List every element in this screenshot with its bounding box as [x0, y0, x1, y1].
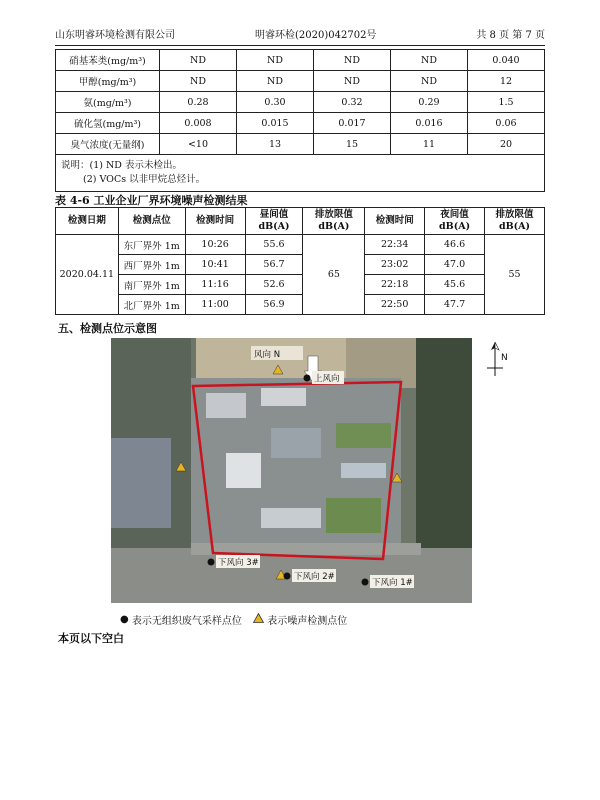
upwind-label: 上风向	[314, 374, 340, 384]
night-value: 46.6	[425, 235, 485, 255]
column-header: 排放限值 dB(A)	[303, 208, 365, 235]
table-row	[56, 275, 545, 295]
cell-value: 0.29	[391, 92, 468, 113]
report-number: 明睿环检(2020)042702号	[255, 30, 377, 41]
site-map	[111, 338, 472, 603]
day-value: 56.9	[245, 295, 303, 315]
day-value: 56.7	[245, 255, 303, 275]
test-date: 2020.04.11	[56, 235, 119, 315]
section-title: 五、检测点位示意图	[58, 322, 157, 335]
blank-page-note: 本页以下空白	[58, 632, 124, 645]
company-name: 山东明睿环境检测有限公司	[55, 30, 175, 41]
cell-value: ND	[237, 71, 314, 92]
noise-results-table	[55, 207, 545, 315]
cell-value: 0.015	[237, 113, 314, 134]
night-value: 45.6	[425, 275, 485, 295]
gas-point-1	[362, 579, 369, 586]
table-notes	[56, 155, 545, 192]
cell-value: 12	[468, 71, 545, 92]
noise-table-title: 表 4-6 工业企业厂界环境噪声检测结果	[55, 194, 248, 207]
column-header: 检测时间	[185, 208, 245, 235]
cell-value: 0.28	[160, 92, 237, 113]
table-row	[56, 255, 545, 275]
cell-value: ND	[314, 71, 391, 92]
day-value: 55.6	[245, 235, 303, 255]
day-time: 10:26	[185, 235, 245, 255]
night-time: 22:18	[365, 275, 425, 295]
row-label: 甲醇(mg/m³)	[56, 71, 160, 92]
site-map-image	[111, 338, 472, 603]
cell-value: ND	[237, 50, 314, 71]
day-time: 11:00	[185, 295, 245, 315]
test-point: 北厂界外 1m	[118, 295, 185, 315]
day-limit: 65	[303, 235, 365, 315]
cell-value: <10	[160, 134, 237, 155]
cell-value: ND	[314, 50, 391, 71]
column-header: 检测日期	[56, 208, 119, 235]
wind-label: 风向 N	[254, 350, 281, 360]
night-time: 22:50	[365, 295, 425, 315]
cell-value: 1.5	[468, 92, 545, 113]
cell-value: 13	[237, 134, 314, 155]
cell-value: ND	[391, 50, 468, 71]
column-header: 夜间值 dB(A)	[425, 208, 485, 235]
column-header: 检测时间	[365, 208, 425, 235]
table-row	[56, 235, 545, 255]
test-point: 西厂界外 1m	[118, 255, 185, 275]
gas-point-3	[208, 559, 215, 566]
downwind-2-label: 下风向 2#	[294, 572, 335, 582]
north-label: N	[501, 353, 508, 363]
table-row	[56, 50, 545, 71]
night-value: 47.7	[425, 295, 485, 315]
row-label: 氨(mg/m³)	[56, 92, 160, 113]
gas-legend-label: 表示无组织废气采样点位	[131, 616, 242, 627]
table-row	[56, 92, 545, 113]
night-value: 47.0	[425, 255, 485, 275]
night-time: 22:34	[365, 235, 425, 255]
day-time: 10:41	[185, 255, 245, 275]
note-2: (2) VOCs 以非甲烷总烃计。	[83, 174, 206, 185]
page-number: 共 8 页 第 7 页	[476, 30, 545, 41]
column-header: 排放限值 dB(A)	[485, 208, 545, 235]
night-time: 23:02	[365, 255, 425, 275]
day-value: 52.6	[245, 275, 303, 295]
noise-legend-icon	[253, 615, 264, 626]
cell-value: 20	[468, 134, 545, 155]
night-limit: 55	[485, 235, 545, 315]
cell-value: 0.32	[314, 92, 391, 113]
table-row	[56, 134, 545, 155]
cell-value: 0.017	[314, 113, 391, 134]
row-label: 臭气浓度(无量纲)	[56, 134, 160, 155]
cell-value: 0.06	[468, 113, 545, 134]
test-point: 东厂界外 1m	[118, 235, 185, 255]
column-header: 检测点位	[118, 208, 185, 235]
cell-value: ND	[160, 50, 237, 71]
page-header	[55, 26, 545, 42]
cell-value: ND	[160, 71, 237, 92]
north-arrow	[485, 340, 525, 380]
cell-value: 15	[314, 134, 391, 155]
cell-value: 0.008	[160, 113, 237, 134]
cell-value: 11	[391, 134, 468, 155]
day-time: 11:16	[185, 275, 245, 295]
cell-value: 0.040	[468, 50, 545, 71]
cell-value: 0.016	[391, 113, 468, 134]
test-point: 南厂界外 1m	[118, 275, 185, 295]
gas-legend-icon: ●	[120, 614, 129, 625]
header-divider	[55, 45, 545, 46]
noise-legend-label: 表示噪声检测点位	[267, 616, 348, 627]
gas-point-2	[284, 573, 291, 580]
row-label: 硫化氢(mg/m³)	[56, 113, 160, 134]
table-row	[56, 113, 545, 134]
table-row	[56, 71, 545, 92]
cell-value: ND	[391, 71, 468, 92]
map-legend	[120, 612, 347, 627]
downwind-3-label: 下风向 3#	[218, 558, 259, 568]
gas-results-table	[55, 49, 545, 192]
note-1: (1) ND 表示未检出。	[89, 160, 182, 171]
column-header: 昼间值 dB(A)	[245, 208, 303, 235]
downwind-1-label: 下风向 1#	[372, 578, 413, 588]
table-row	[56, 295, 545, 315]
gas-point-upwind	[304, 375, 311, 382]
row-label: 硝基苯类(mg/m³)	[56, 50, 160, 71]
cell-value: 0.30	[237, 92, 314, 113]
note-label: 说明：	[61, 160, 90, 171]
